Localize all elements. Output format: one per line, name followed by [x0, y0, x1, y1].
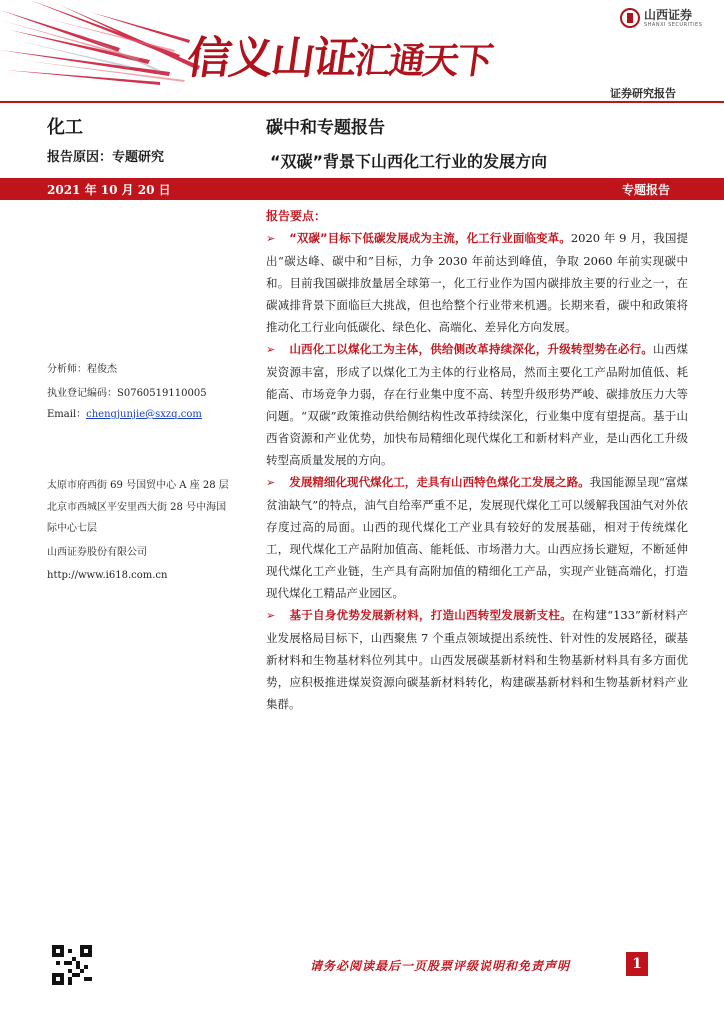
key-point-3-headline: 发展精细化现代煤化工，走具有山西特色煤化工发展之路。	[289, 475, 590, 489]
bullet-arrow-icon: ➢	[266, 609, 276, 622]
company-logo	[620, 8, 702, 28]
topic-title: 碳中和专题报告	[266, 118, 385, 138]
address-taiyuan: 太原市府西街 69 号国贸中心 A 座 28 层	[47, 480, 229, 491]
slogan-part2: 汇通天下	[352, 41, 494, 82]
key-point-1	[266, 227, 688, 338]
analyst-email-link[interactable]: chengjunjie@sxzq.com	[86, 409, 202, 420]
header-slogan	[184, 22, 497, 86]
report-main-title: “双碳”背景下山西化工行业的发展方向	[270, 152, 548, 171]
key-points-label: 报告要点：	[266, 209, 327, 223]
analyst-cert: 执业登记编码：S0760519110005	[47, 388, 207, 399]
report-date: 2021 年 10 月 20 日	[47, 183, 171, 197]
logo-cn-text: 山西证券	[644, 7, 693, 22]
address-beijing-line2: 际中心七层	[47, 523, 97, 534]
key-point-1-headline: “双碳”目标下低碳发展成为主流，化工行业面临变革。	[289, 231, 571, 245]
key-point-3	[266, 471, 688, 604]
report-type-label: 证券研究报告	[610, 87, 676, 100]
slogan-part1: 信义山证	[183, 33, 359, 84]
key-point-4	[266, 604, 688, 715]
key-point-2-headline: 山西化工以煤化工为主体，供给侧改革持续深化，升级转型势在必行。	[289, 342, 654, 356]
email-label: Email：	[47, 409, 87, 420]
analyst-email-row	[47, 405, 202, 425]
key-point-2	[266, 338, 688, 471]
key-point-4-text: 在构建“133”新材料产业发展格局目标下，山西聚焦 7 个重点领域提出系统性、针对性的发展路径，碳基新材料和生物基材料位列其中。山西发展碳基新材料和生物基新材料具有多方面优势，应积极推进煤炭资源向碳基新材料转化，构建碳基新材料和生物基新材料产业集群。	[266, 608, 688, 711]
bullet-arrow-icon: ➢	[266, 343, 276, 356]
key-point-3-text: 我国能源呈现“富煤贫油缺气”的特点，油气自给率严重不足，发展现代煤化工可以缓解我国油气对外依存度过高的局面。山西的现代煤化工产业具有较好的发展基础，相对于传统煤化工，现代煤化工产品附加值高、能耗低、市场潜力大。山西应扬长避短，不断延伸现代煤化工产业链，生产具有高附加值的精细化工产品，实现产业链高端化，打造现代煤化工精品产业园区。	[266, 475, 688, 600]
report-reason: 报告原因：专题研究	[47, 150, 165, 165]
analyst-name: 分析师：程俊杰	[47, 364, 117, 375]
address-beijing-line1: 北京市西城区平安里西大街 28 号中海国	[47, 502, 227, 513]
header-divider	[0, 101, 724, 103]
doc-type-label: 专题报告	[622, 183, 671, 197]
bullet-arrow-icon: ➢	[266, 476, 276, 489]
logo-en-text: SHANXI SECURITIES	[644, 21, 703, 28]
company-name: 山西证券股份有限公司	[47, 547, 147, 558]
company-website[interactable]: http://www.i618.com.cn	[47, 570, 168, 581]
key-point-4-headline: 基于自身优势发展新材料，打造山西转型发展新支柱。	[289, 608, 572, 622]
bullet-arrow-icon: ➢	[266, 232, 276, 245]
key-points-section	[266, 205, 688, 715]
footer-disclaimer: 请务必阅读最后一页股票评级说明和免责声明	[310, 959, 571, 973]
page-number: 1	[626, 952, 648, 976]
qr-code-icon	[52, 945, 92, 985]
key-point-1-text: 2020 年 9 月，我国提出“碳达峰、碳中和”目标，力争 2030 年前达到峰值，争取 2060 年前实现碳中和。目前我国碳排放量居全球第一，化工行业作为国内碳排放主要的行业之一，在碳减排背景下面临巨大挑战，但也给整个行业带来机遇。长期来看，碳中和政策将推动化工行业向低碳化、绿色化、高端化、差异化方向发展。	[266, 231, 688, 334]
key-point-2-text: 山西煤炭资源丰富，形成了以煤化工为主体的行业格局，然而主要化工产品附加值低、耗能高、市场竞争力弱，存在行业集中度不高、转型升级形势严峻、碳排放压力大等问题。“双碳”政策推动供给侧结构性改革持续深化，行业集中度有望提高。基于山西省资源和产业优势，加快布局精细化现代煤化工和新材料产业，是山西化工升级转型高质量发展的方向。	[266, 342, 689, 467]
sector-label: 化工	[47, 117, 83, 138]
logo-mark-icon	[620, 8, 640, 28]
